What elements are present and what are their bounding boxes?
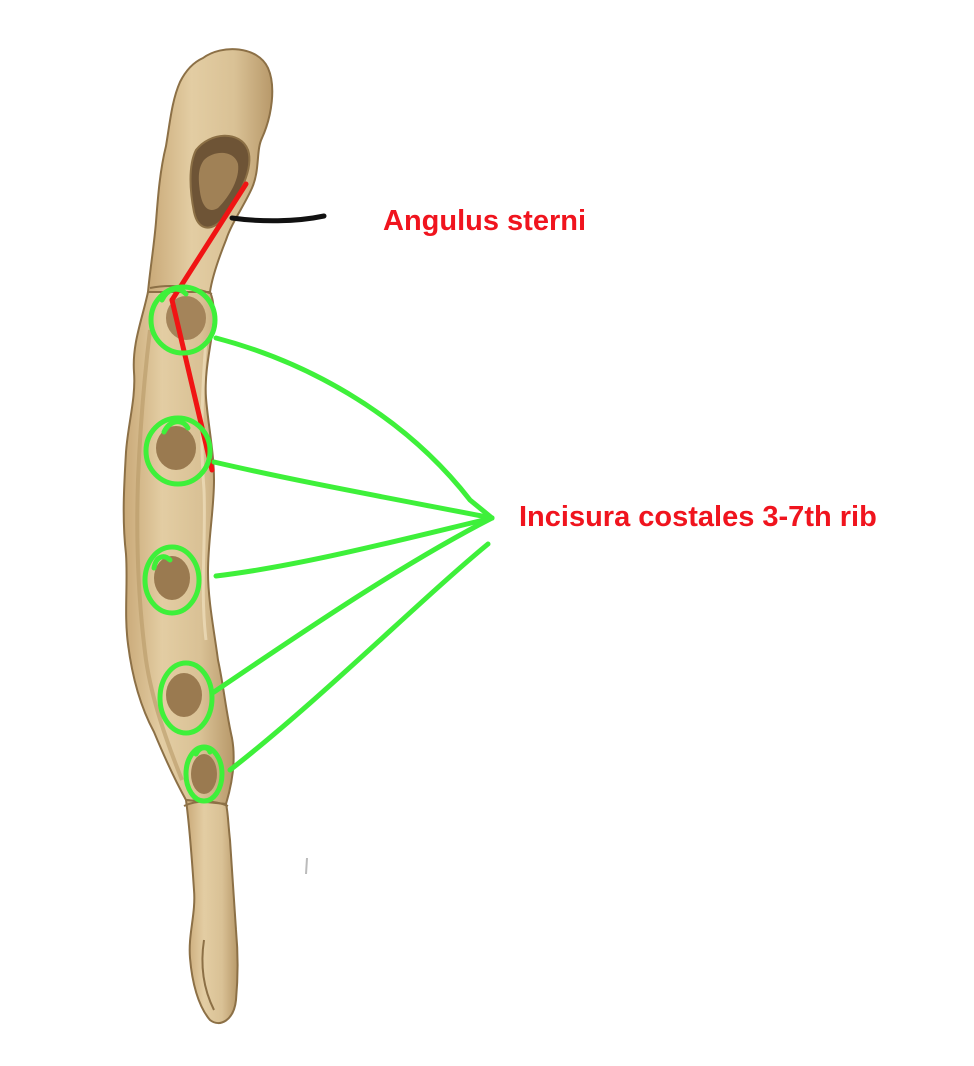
angulus-sterni-label: Angulus sterni <box>383 205 587 237</box>
sternum-bone <box>124 49 273 1023</box>
angulus-pointer <box>232 216 324 221</box>
leader-line-4 <box>214 462 492 518</box>
xiphoid-process <box>186 800 238 1023</box>
incisura-costales-label: Incisura costales 3-7th rib <box>519 501 877 533</box>
incisura-leader-lines <box>214 338 492 770</box>
leader-line-5 <box>216 518 492 576</box>
